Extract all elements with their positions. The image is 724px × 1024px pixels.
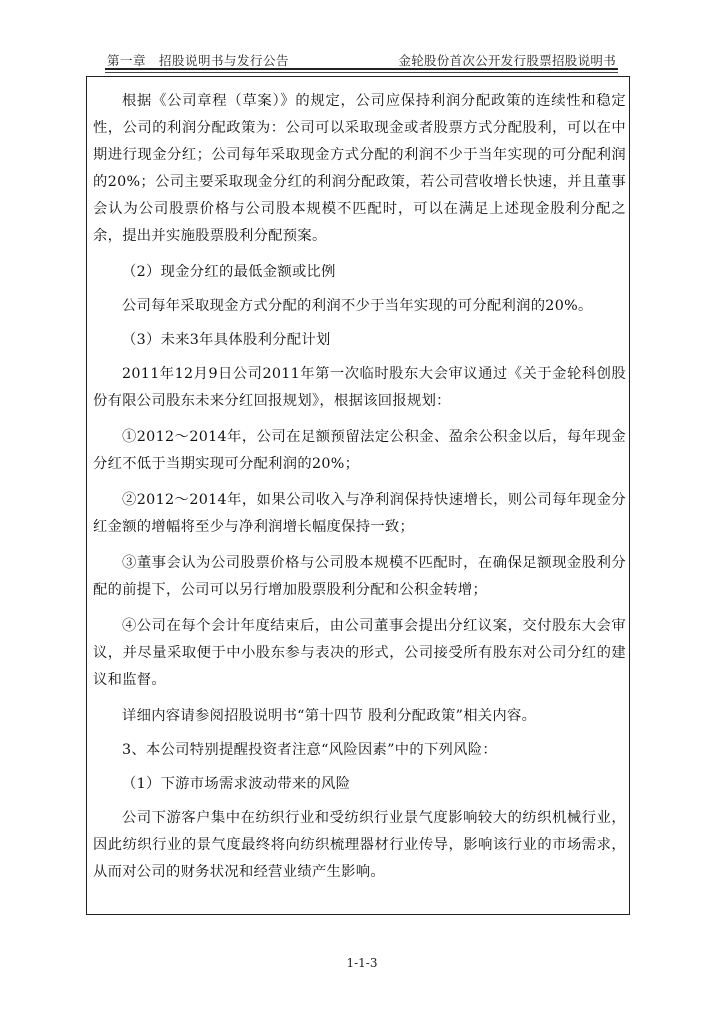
page-header (105, 49, 618, 67)
header-doc-title: 金轮股份首次公开发行股票招股说明书 (398, 53, 616, 68)
heading-three-year-plan: （3）未来3年具体股利分配计划 (122, 332, 331, 348)
list-item-plan-3: ③董事会认为公司股票价格与公司股本规模不匹配时，在确保足额现金股利分配的前提下，公司可以另行增加股票股利分配和公积金转增； (93, 555, 626, 598)
list-item-plan-4: ④公司在每个会计年度结束后，由公司董事会提出分红议案，交付股东大会审议，并尽量采取便于中小股东参与表决的形式，公司接受所有股东对公司分红的建议和监督。 (93, 618, 626, 688)
header-chapter: 第一章 招股说明书与发行公告 (107, 53, 290, 68)
list-item-plan-2: ②2012～2014年，如果公司收入与净利润保持快速增长，则公司每年现金分红金额的增幅将至少与净利润增长幅度保持一致； (93, 492, 626, 535)
paragraph-downstream-risk: 公司下游客户集中在纺织行业和受纺织行业景气度影响较大的纺织机械行业，因此纺织行业的景气度最终将向纺织梳理器材行业传导，影响该行业的市场需求，从而对公司的财务状况和经营业绩产生影响。 (93, 810, 626, 880)
heading-downstream-risk: （1）下游市场需求波动带来的风险 (122, 776, 351, 792)
header-rule-thick (105, 68, 618, 70)
paragraph-reference: 详细内容请参阅招股说明书“第十四节 股利分配政策”相关内容。 (122, 708, 537, 724)
list-item-plan-1: ①2012～2014年，公司在足额预留法定公积金、盈余公积金以后，每年现金分红不低于当期实现可分配利润的20%； (93, 429, 626, 472)
paragraph-min-cash-dividend: 公司每年采取现金方式分配的利润不少于当年实现的可分配利润的20%。 (122, 298, 593, 314)
paragraph-plan-intro: 2011年12月9日公司2011年第一次临时股东大会审议通过《关于金轮科创股份有限公司股东未来分红回报规划》，根据该回报规划： (93, 366, 626, 409)
page-number: 1-1-3 (346, 956, 378, 970)
body-text (93, 88, 626, 895)
header-rule-thin (105, 72, 618, 73)
heading-min-cash-dividend: （2）现金分红的最低金额或比例 (122, 264, 336, 280)
heading-risk-factors: 3、本公司特别提醒投资者注意“风险因素”中的下列风险： (122, 742, 497, 758)
paragraph-dividend-policy: 根据《公司章程（草案）》的规定，公司应保持利润分配政策的连续性和稳定性，公司的利润分配政策为：公司可以采取现金或者股票方式分配股利，可以在中期进行现金分红；公司每年采取现金方式分配的利润不少于当年实现的可分配利润的20%；公司主要采取现金分红的利润分配政策，若公司营收增长快速，并且董事会认为公司股票价格与公司股本规模不匹配时，可以在满足上述现金股利分配之余，提出并实施股票股利分配预案。 (93, 93, 626, 244)
